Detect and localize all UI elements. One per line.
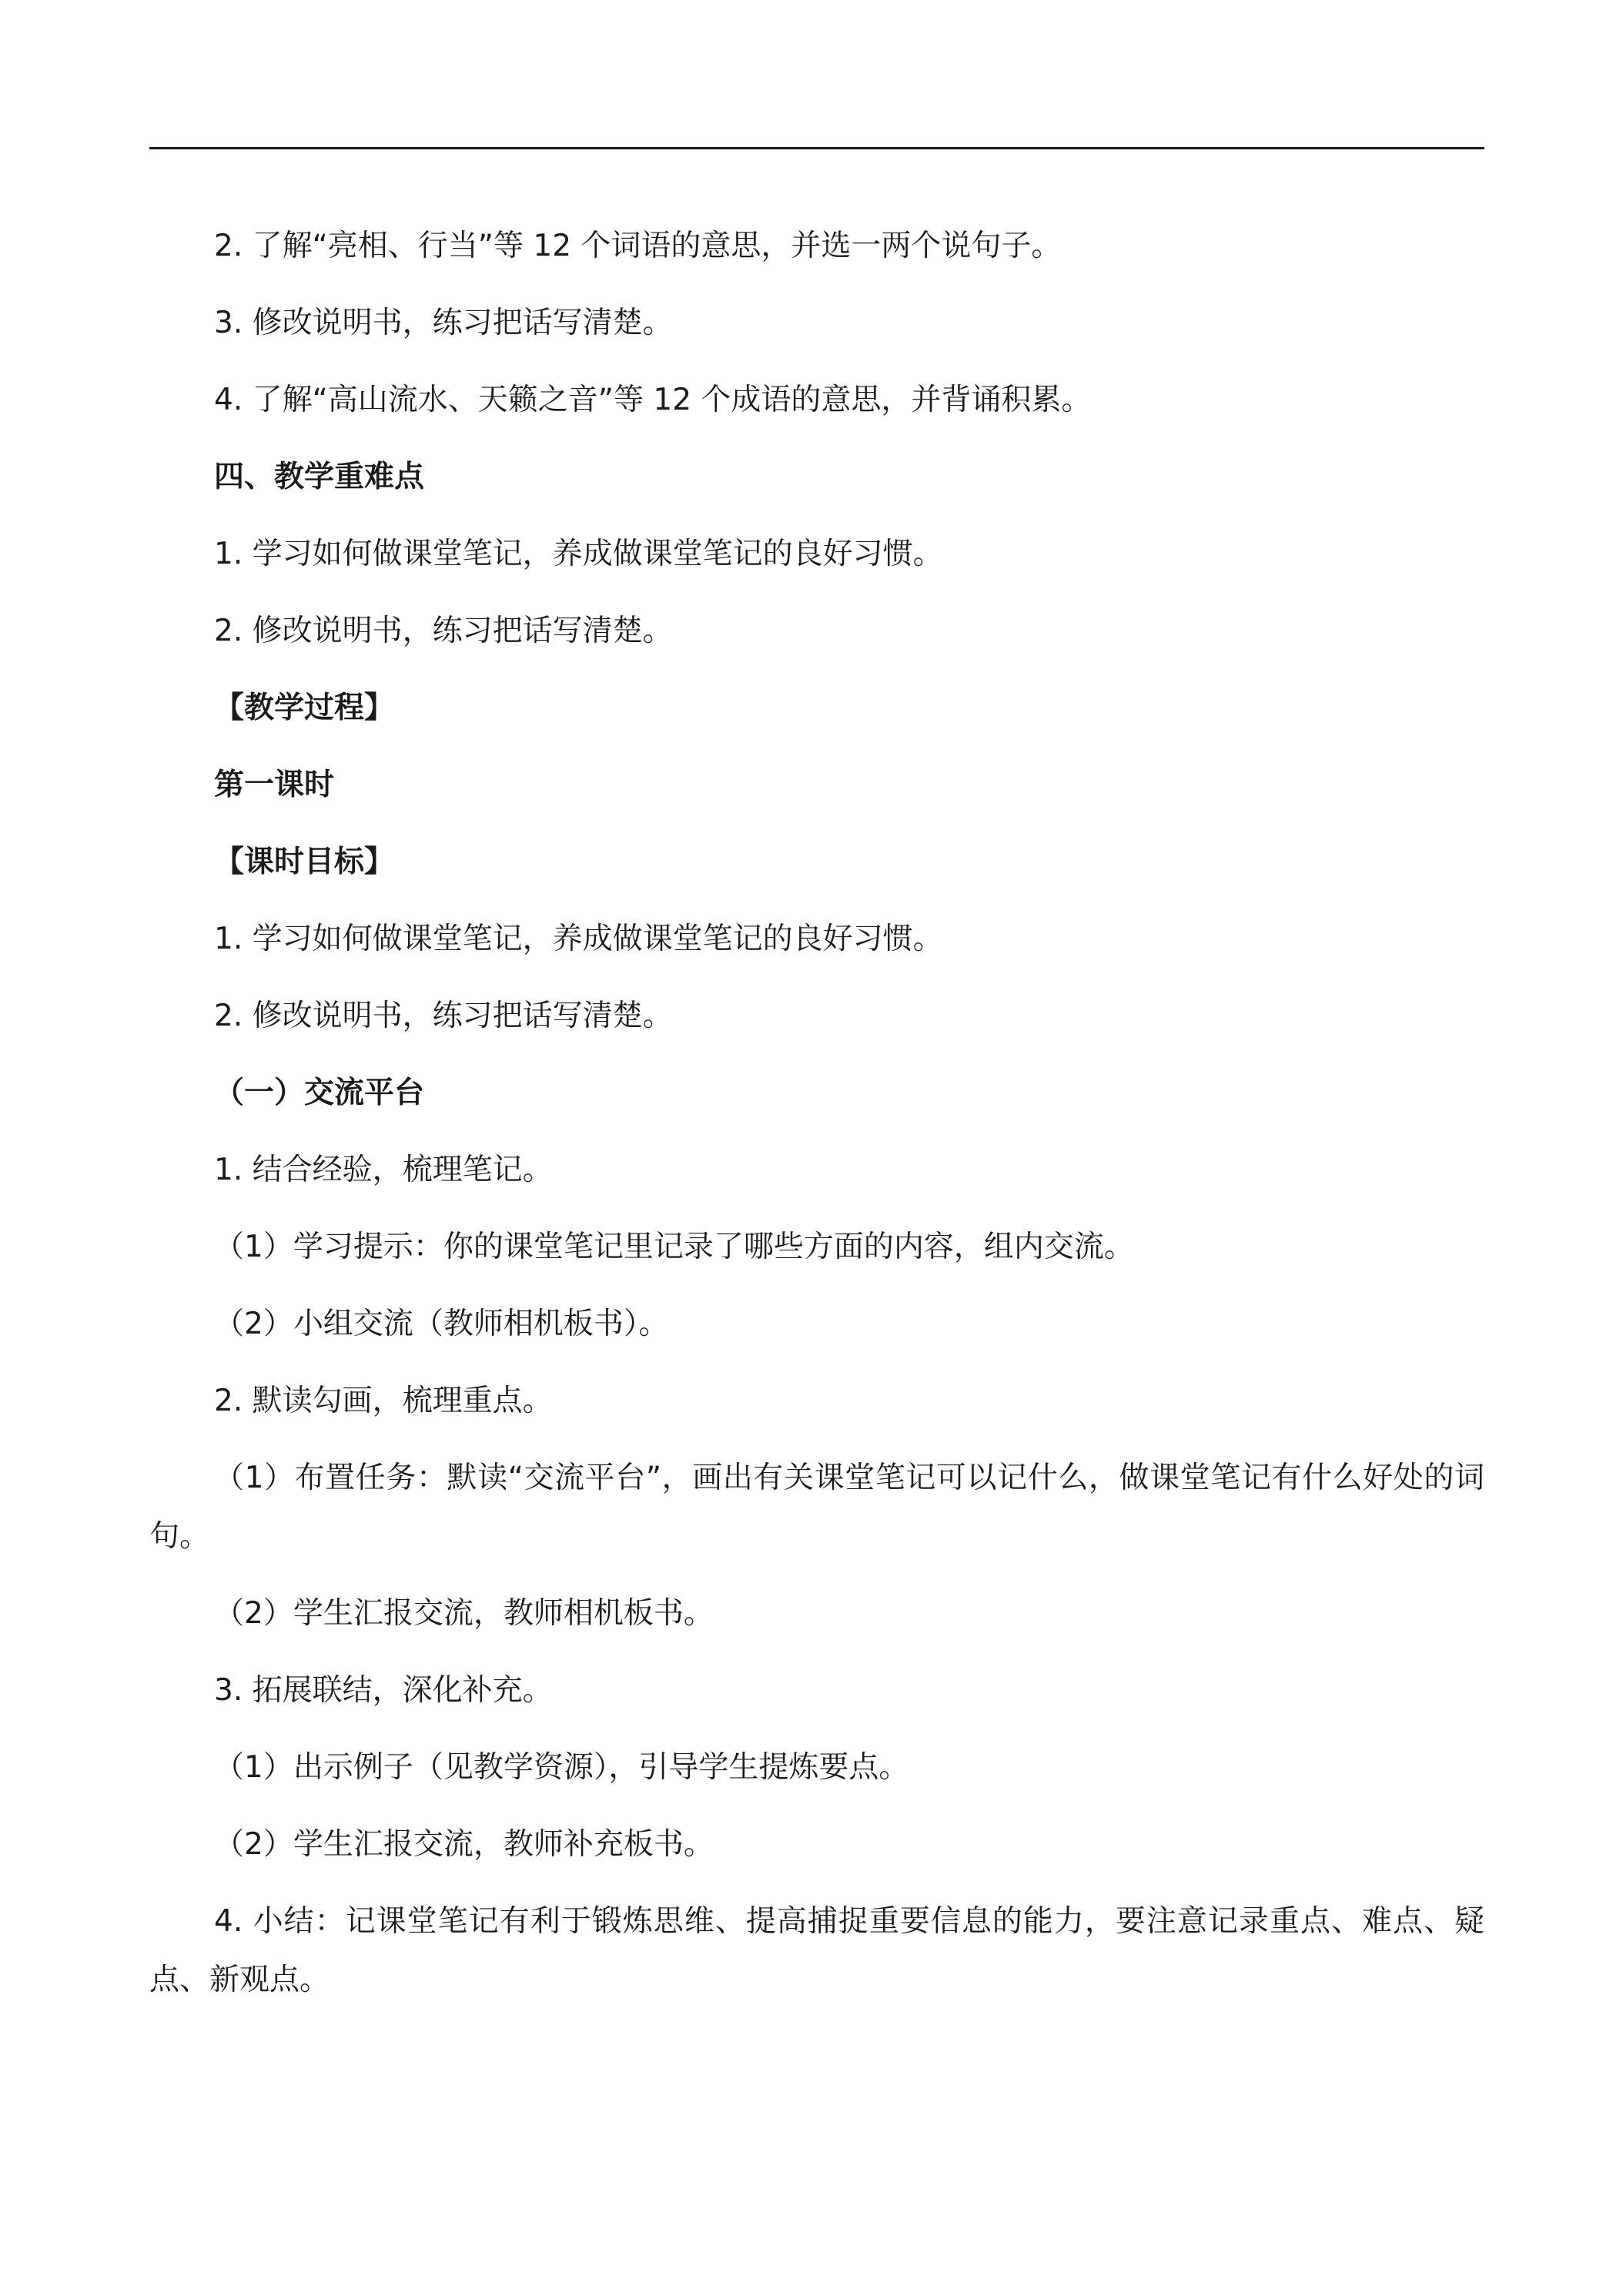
paragraph: 4. 了解“高山流水、天籁之音”等 12 个成语的意思，并背诵积累。 bbox=[214, 383, 1092, 417]
header-rule bbox=[149, 147, 1484, 149]
paragraph: 2. 默读勾画，梳理重点。 bbox=[214, 1384, 553, 1418]
paragraph: 4. 小结：记课堂笔记有利于锻炼思维、提高捕捉重要信息的能力，要注意记录重点、难点、疑点、新观点。 bbox=[149, 1904, 1484, 1997]
section-heading: （一）交流平台 bbox=[214, 1076, 425, 1110]
section-heading: 四、教学重难点 bbox=[214, 460, 425, 494]
section-heading: 第一课时 bbox=[214, 768, 335, 802]
paragraph: （1）布置任务：默读“交流平台”，画出有关课堂笔记可以记什么，做课堂笔记有什么好处的词句。 bbox=[149, 1461, 1484, 1554]
paragraph: 2. 修改说明书，练习把话写清楚。 bbox=[214, 614, 673, 648]
paragraph: （1）学习提示：你的课堂笔记里记录了哪些方面的内容，组内交流。 bbox=[214, 1230, 1134, 1264]
paragraph: （2）学生汇报交流，教师相机板书。 bbox=[214, 1596, 714, 1631]
paragraph: 1. 学习如何做课堂笔记，养成做课堂笔记的良好习惯。 bbox=[214, 537, 943, 571]
paragraph: 3. 修改说明书，练习把话写清楚。 bbox=[214, 306, 673, 340]
paragraph: 2. 了解“亮相、行当”等 12 个词语的意思，并选一两个说句子。 bbox=[214, 229, 1062, 263]
paragraph: （2）学生汇报交流，教师补充板书。 bbox=[214, 1827, 714, 1862]
paragraph: （1）出示例子（见教学资源），引导学生提炼要点。 bbox=[214, 1750, 909, 1785]
paragraph: 1. 结合经验，梳理笔记。 bbox=[214, 1153, 553, 1187]
paragraph: 1. 学习如何做课堂笔记，养成做课堂笔记的良好习惯。 bbox=[214, 922, 943, 956]
paragraph: 2. 修改说明书，练习把话写清楚。 bbox=[214, 999, 673, 1033]
document-body bbox=[149, 208, 1484, 2019]
paragraph: （2）小组交流（教师相机板书）。 bbox=[214, 1307, 669, 1341]
section-heading: 【教学过程】 bbox=[214, 691, 395, 725]
section-heading: 【课时目标】 bbox=[214, 845, 395, 879]
paragraph: 3. 拓展联结，深化补充。 bbox=[214, 1673, 553, 1708]
